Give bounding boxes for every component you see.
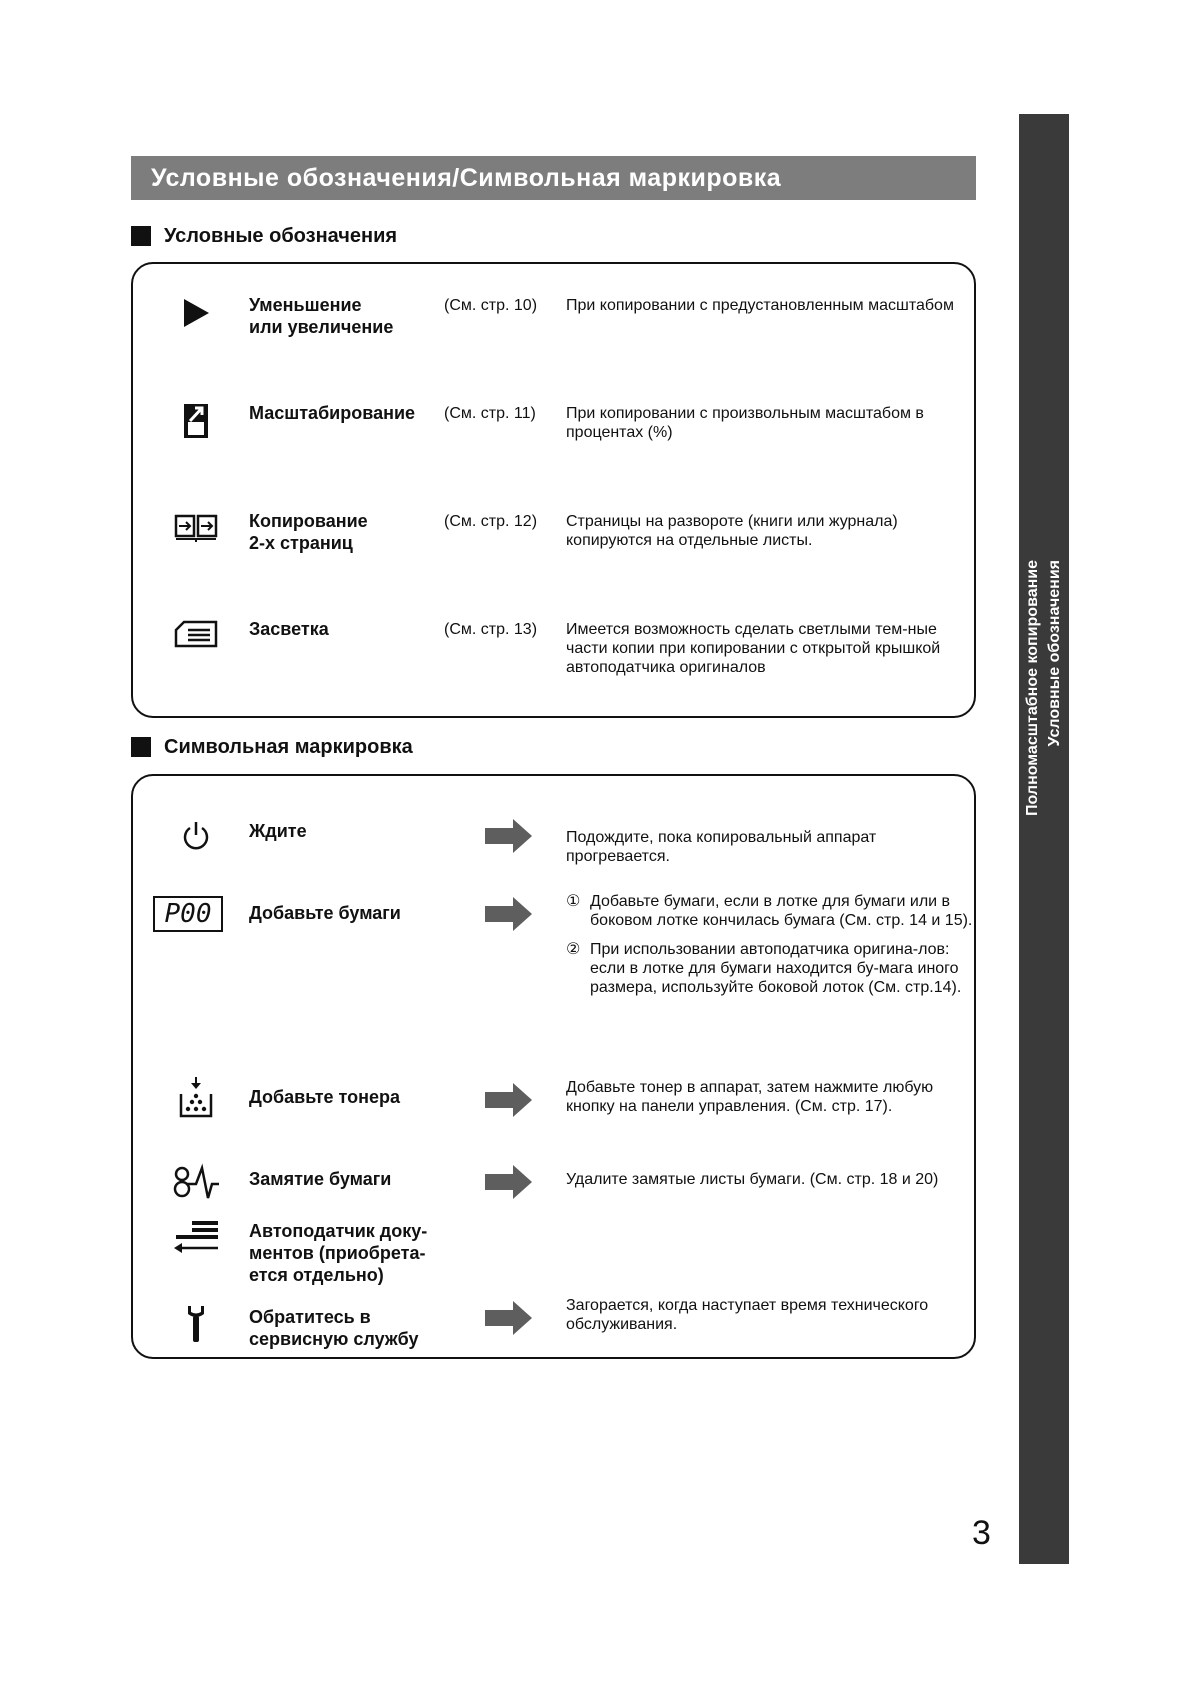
arrow-right-icon [485, 1164, 533, 1205]
add-toner-icon [161, 1076, 231, 1118]
side-tab-line2: Условные обозначения [1046, 560, 1063, 747]
legend-item-ref: (См. стр. 11) [444, 405, 536, 422]
side-tab-label [1022, 560, 1066, 880]
heading-square-marker [131, 737, 151, 757]
note-item [566, 892, 976, 930]
symbols-box [131, 774, 976, 1359]
legend-item-desc: Имеется возможность сделать светлыми тем-ные части копии при копировании с открытой крышкой автоподатчика оригиналов [566, 621, 941, 676]
legend-item-name: Уменьшение или увеличение [249, 295, 394, 337]
legend-item-ref: (См. стр. 13) [444, 621, 538, 638]
section-heading-text: Условные обозначения [164, 224, 398, 247]
symbol-item-notes [566, 892, 976, 1007]
legend-item-name: Засветка [249, 619, 329, 639]
note-text: При использовании автоподатчика оригина-лов: если в лотке для бумаги находится бу-мага иного размера, используйте боковой лоток (См. стр.14). [590, 941, 962, 996]
power-icon [161, 820, 231, 852]
legend-item-name: Копирование 2-х страниц [249, 511, 368, 553]
symbol-item-desc: Загорается, когда наступает время технического обслуживания. [566, 1297, 929, 1333]
symbol-item-name: Автоподатчик доку- ментов (приобрета- ется отдельно) [249, 1221, 428, 1285]
play-triangle-icon [161, 298, 231, 328]
note-number: ① [566, 893, 581, 910]
book-copy-icon [161, 514, 231, 544]
note-number: ② [566, 941, 581, 958]
note-text: Добавьте бумаги, если в лотке для бумаги или в боковом лотке кончилась бумага (См. стр. 14 и 15). [590, 893, 973, 929]
legend-item-ref: (См. стр. 10) [444, 297, 538, 314]
symbol-item-name: Обратитесь в сервисную службу [249, 1307, 419, 1349]
section-heading-legend [131, 224, 397, 248]
edge-erase-icon [161, 620, 231, 648]
symbol-item-name: Добавьте бумаги [249, 903, 401, 923]
legend-item-desc: При копировании с произвольным масштабом в процентах (%) [566, 405, 924, 441]
legend-item-desc: Страницы на развороте (книги или журнала) копируются на отдельные листы. [566, 513, 898, 549]
wrench-icon [161, 1304, 231, 1344]
symbol-item-desc: Подождите, пока копировальный аппарат прогревается. [566, 829, 877, 865]
arrow-right-icon [485, 1082, 533, 1123]
legend-item-desc: При копировании с предустановленным масштабом [566, 297, 954, 314]
display-p00-icon [153, 896, 223, 932]
symbol-item-desc: Добавьте тонер в аппарат, затем нажмите любую кнопку на панели управления. (См. стр. 17). [566, 1079, 934, 1115]
arrow-right-icon [485, 896, 533, 937]
zoom-icon [161, 402, 231, 440]
page-number: 3 [972, 1514, 991, 1552]
page-title: Условные обозначения/Символьная маркировка [131, 156, 976, 200]
legend-item-name: Масштабирование [249, 403, 416, 423]
symbol-item-name: Добавьте тонера [249, 1087, 401, 1107]
note-item [566, 940, 976, 997]
legend-box [131, 262, 976, 718]
document-feeder-icon [161, 1220, 231, 1256]
arrow-right-icon [485, 818, 533, 859]
paper-jam-icon [161, 1162, 231, 1202]
side-tab-line1: Полномасштабное копирование [1024, 560, 1041, 816]
arrow-right-icon [485, 1300, 533, 1341]
display-readout: P00 [153, 896, 223, 932]
symbol-item-desc: Удалите замятые листы бумаги. (См. стр. 18 и 20) [566, 1171, 939, 1188]
legend-item-ref: (См. стр. 12) [444, 513, 538, 530]
section-heading-text: Символьная маркировка [164, 735, 413, 758]
heading-square-marker [131, 226, 151, 246]
symbol-item-name: Ждите [249, 821, 307, 841]
section-heading-symbols [131, 735, 413, 759]
symbol-item-name: Замятие бумаги [249, 1169, 392, 1189]
